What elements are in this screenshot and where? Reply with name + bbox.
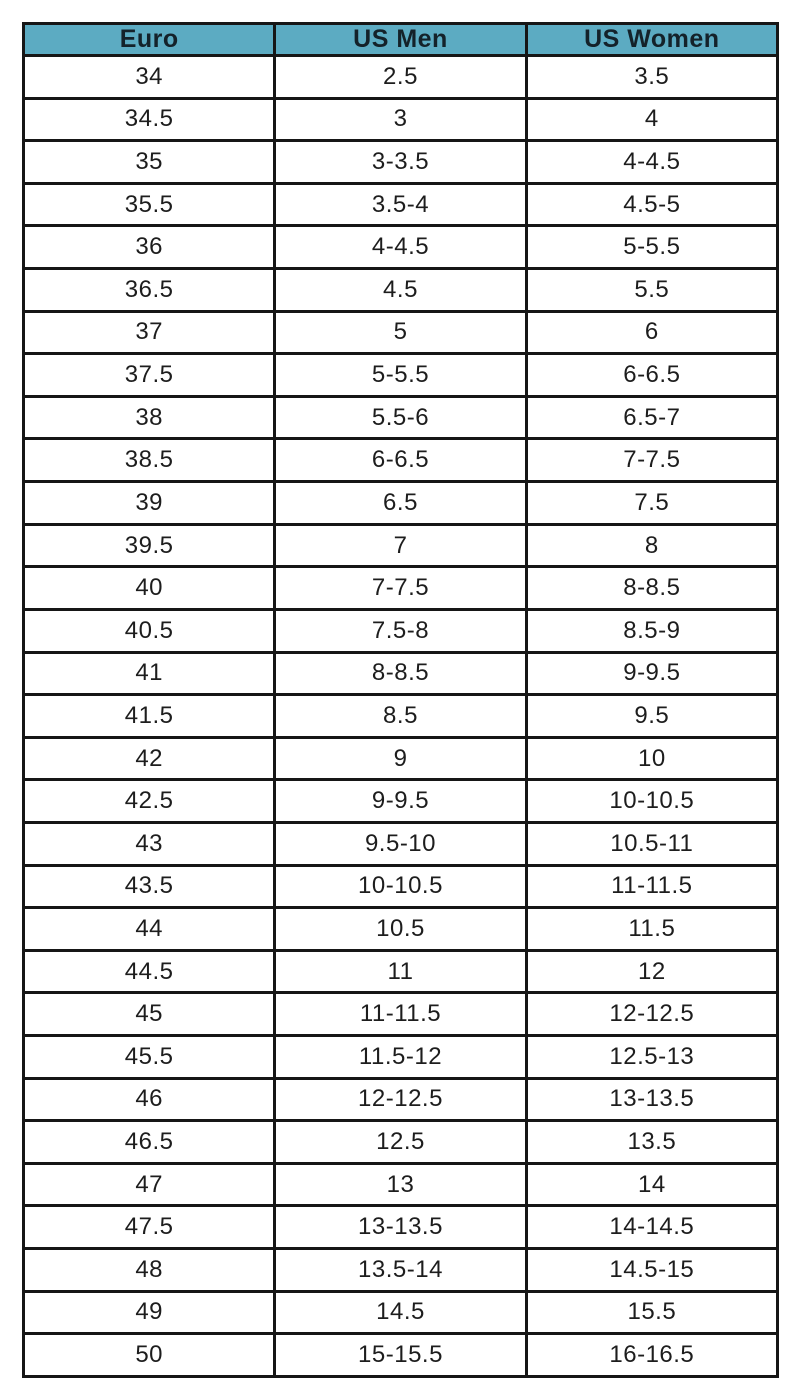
table-row	[24, 439, 778, 482]
cell-euro: 35	[24, 141, 275, 184]
table-row	[24, 98, 778, 141]
table-row	[24, 695, 778, 738]
cell-us-women: 11.5	[526, 908, 777, 951]
cell-us-women: 14-14.5	[526, 1206, 777, 1249]
table-row	[24, 865, 778, 908]
cell-us-women: 7-7.5	[526, 439, 777, 482]
table-row	[24, 950, 778, 993]
cell-euro: 46	[24, 1078, 275, 1121]
cell-us-men: 3.5-4	[275, 183, 526, 226]
cell-us-women: 14.5-15	[526, 1249, 777, 1292]
cell-euro: 50	[24, 1334, 275, 1377]
cell-euro: 45.5	[24, 1036, 275, 1079]
cell-us-women: 6-6.5	[526, 354, 777, 397]
cell-us-men: 4.5	[275, 269, 526, 312]
cell-euro: 39.5	[24, 524, 275, 567]
cell-us-women: 4	[526, 98, 777, 141]
cell-euro: 49	[24, 1291, 275, 1334]
table-row	[24, 482, 778, 525]
table-body	[24, 56, 778, 1377]
table-row	[24, 269, 778, 312]
cell-us-men: 11-11.5	[275, 993, 526, 1036]
cell-us-men: 10-10.5	[275, 865, 526, 908]
cell-us-women: 5.5	[526, 269, 777, 312]
cell-us-women: 4-4.5	[526, 141, 777, 184]
cell-us-women: 10.5-11	[526, 822, 777, 865]
cell-us-women: 8-8.5	[526, 567, 777, 610]
cell-us-men: 11.5-12	[275, 1036, 526, 1079]
table-header	[24, 24, 778, 56]
cell-us-women: 13.5	[526, 1121, 777, 1164]
column-header-euro: Euro	[24, 24, 275, 56]
cell-us-women: 10	[526, 737, 777, 780]
cell-us-men: 13	[275, 1163, 526, 1206]
cell-euro: 41.5	[24, 695, 275, 738]
cell-us-women: 14	[526, 1163, 777, 1206]
cell-us-men: 10.5	[275, 908, 526, 951]
table-row	[24, 396, 778, 439]
cell-us-women: 4.5-5	[526, 183, 777, 226]
cell-us-men: 14.5	[275, 1291, 526, 1334]
cell-us-women: 16-16.5	[526, 1334, 777, 1377]
cell-us-men: 5.5-6	[275, 396, 526, 439]
cell-euro: 44	[24, 908, 275, 951]
cell-euro: 34	[24, 56, 275, 99]
table-row	[24, 354, 778, 397]
cell-us-women: 3.5	[526, 56, 777, 99]
table-row	[24, 993, 778, 1036]
cell-euro: 38	[24, 396, 275, 439]
cell-euro: 40	[24, 567, 275, 610]
table-row	[24, 524, 778, 567]
table-row	[24, 1249, 778, 1292]
cell-euro: 37.5	[24, 354, 275, 397]
cell-euro: 43.5	[24, 865, 275, 908]
cell-us-women: 7.5	[526, 482, 777, 525]
cell-us-women: 8	[526, 524, 777, 567]
cell-euro: 36	[24, 226, 275, 269]
cell-us-men: 6.5	[275, 482, 526, 525]
table-row	[24, 1036, 778, 1079]
cell-us-women: 5-5.5	[526, 226, 777, 269]
table-row	[24, 609, 778, 652]
cell-us-men: 8-8.5	[275, 652, 526, 695]
table-row	[24, 780, 778, 823]
cell-us-women: 11-11.5	[526, 865, 777, 908]
cell-us-men: 9	[275, 737, 526, 780]
cell-us-men: 13-13.5	[275, 1206, 526, 1249]
cell-euro: 36.5	[24, 269, 275, 312]
cell-us-women: 10-10.5	[526, 780, 777, 823]
table-row	[24, 1163, 778, 1206]
shoe-size-conversion-table	[22, 22, 779, 1378]
cell-euro: 40.5	[24, 609, 275, 652]
cell-euro: 47.5	[24, 1206, 275, 1249]
table-row	[24, 311, 778, 354]
cell-us-women: 12-12.5	[526, 993, 777, 1036]
cell-us-men: 9-9.5	[275, 780, 526, 823]
table-row	[24, 56, 778, 99]
cell-us-women: 9-9.5	[526, 652, 777, 695]
table-row	[24, 908, 778, 951]
cell-us-men: 15-15.5	[275, 1334, 526, 1377]
cell-us-men: 5	[275, 311, 526, 354]
cell-us-men: 3	[275, 98, 526, 141]
cell-us-women: 12.5-13	[526, 1036, 777, 1079]
cell-us-women: 8.5-9	[526, 609, 777, 652]
column-header-us-women: US Women	[526, 24, 777, 56]
table-row	[24, 567, 778, 610]
table-row	[24, 226, 778, 269]
cell-us-men: 8.5	[275, 695, 526, 738]
cell-us-women: 15.5	[526, 1291, 777, 1334]
cell-euro: 41	[24, 652, 275, 695]
table-row	[24, 1078, 778, 1121]
cell-us-women: 9.5	[526, 695, 777, 738]
table-row	[24, 1334, 778, 1377]
cell-us-men: 3-3.5	[275, 141, 526, 184]
cell-euro: 45	[24, 993, 275, 1036]
cell-us-men: 7-7.5	[275, 567, 526, 610]
column-header-us-men: US Men	[275, 24, 526, 56]
cell-euro: 48	[24, 1249, 275, 1292]
cell-us-men: 7.5-8	[275, 609, 526, 652]
cell-us-men: 9.5-10	[275, 822, 526, 865]
cell-euro: 39	[24, 482, 275, 525]
cell-euro: 42.5	[24, 780, 275, 823]
table-row	[24, 737, 778, 780]
header-row	[24, 24, 778, 56]
cell-euro: 47	[24, 1163, 275, 1206]
cell-euro: 43	[24, 822, 275, 865]
cell-us-women: 13-13.5	[526, 1078, 777, 1121]
cell-us-men: 12.5	[275, 1121, 526, 1164]
cell-us-men: 12-12.5	[275, 1078, 526, 1121]
cell-us-men: 2.5	[275, 56, 526, 99]
cell-us-men: 11	[275, 950, 526, 993]
cell-us-men: 13.5-14	[275, 1249, 526, 1292]
cell-euro: 35.5	[24, 183, 275, 226]
table-row	[24, 1291, 778, 1334]
cell-euro: 34.5	[24, 98, 275, 141]
cell-euro: 46.5	[24, 1121, 275, 1164]
cell-us-women: 6.5-7	[526, 396, 777, 439]
cell-euro: 44.5	[24, 950, 275, 993]
cell-us-men: 7	[275, 524, 526, 567]
cell-euro: 42	[24, 737, 275, 780]
table-row	[24, 141, 778, 184]
cell-us-men: 5-5.5	[275, 354, 526, 397]
table-row	[24, 1206, 778, 1249]
table-row	[24, 183, 778, 226]
table-row	[24, 822, 778, 865]
cell-euro: 37	[24, 311, 275, 354]
cell-us-men: 6-6.5	[275, 439, 526, 482]
cell-us-women: 12	[526, 950, 777, 993]
cell-us-women: 6	[526, 311, 777, 354]
table-row	[24, 652, 778, 695]
table-row	[24, 1121, 778, 1164]
cell-euro: 38.5	[24, 439, 275, 482]
cell-us-men: 4-4.5	[275, 226, 526, 269]
